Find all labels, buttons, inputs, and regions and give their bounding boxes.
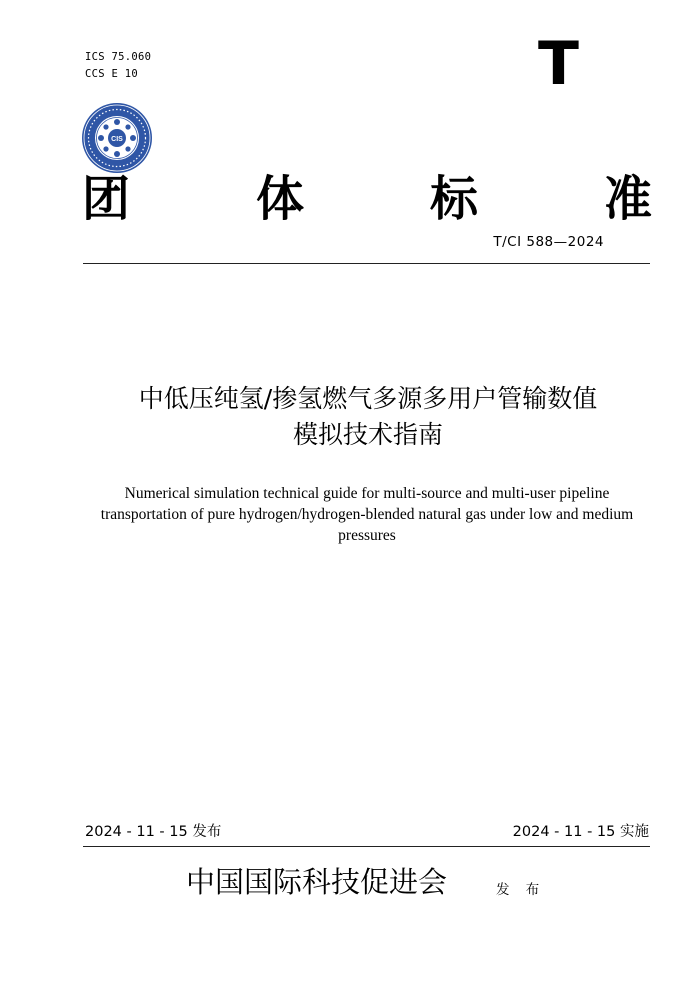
publisher-name: 中国国际科技促进会 — [186, 865, 448, 899]
category-char-4: 准 — [603, 171, 652, 227]
publish-label: 发 布 — [496, 882, 546, 898]
title-line-2: 模拟技术指南 — [292, 420, 443, 449]
english-title-line-2: transportation of pure hydrogen/hydrogen-blended natural gas under low and medium — [100, 506, 634, 523]
seal-center-text: CIS — [111, 136, 123, 143]
category-char-1: 团 — [82, 171, 131, 227]
document-title-english — [70, 483, 664, 546]
title-line-1: 中低压纯氢/掺氢燃气多源多用户管输数值 — [138, 384, 598, 413]
standard-number: T/CI 588—2024 — [493, 234, 604, 250]
organization-seal-icon — [81, 102, 153, 174]
document-category — [82, 170, 652, 228]
category-char-2: 体 — [255, 171, 304, 227]
classification-codes — [85, 49, 151, 83]
issue-date: 2024 - 11 - 15 发布 — [85, 824, 222, 840]
header-divider — [83, 263, 650, 264]
footer-divider — [83, 846, 650, 847]
standard-type-letter: T — [538, 29, 579, 99]
implementation-date: 2024 - 11 - 15 实施 — [512, 824, 649, 840]
ccs-code: CCS E 10 — [85, 68, 138, 80]
category-char-3: 标 — [429, 171, 478, 227]
document-title-chinese — [50, 381, 686, 453]
english-title-line-1: Numerical simulation technical guide for multi-source and multi-user pipeline — [124, 485, 610, 502]
english-title-line-3: pressures — [338, 527, 396, 544]
ics-code: ICS 75.060 — [85, 51, 152, 63]
